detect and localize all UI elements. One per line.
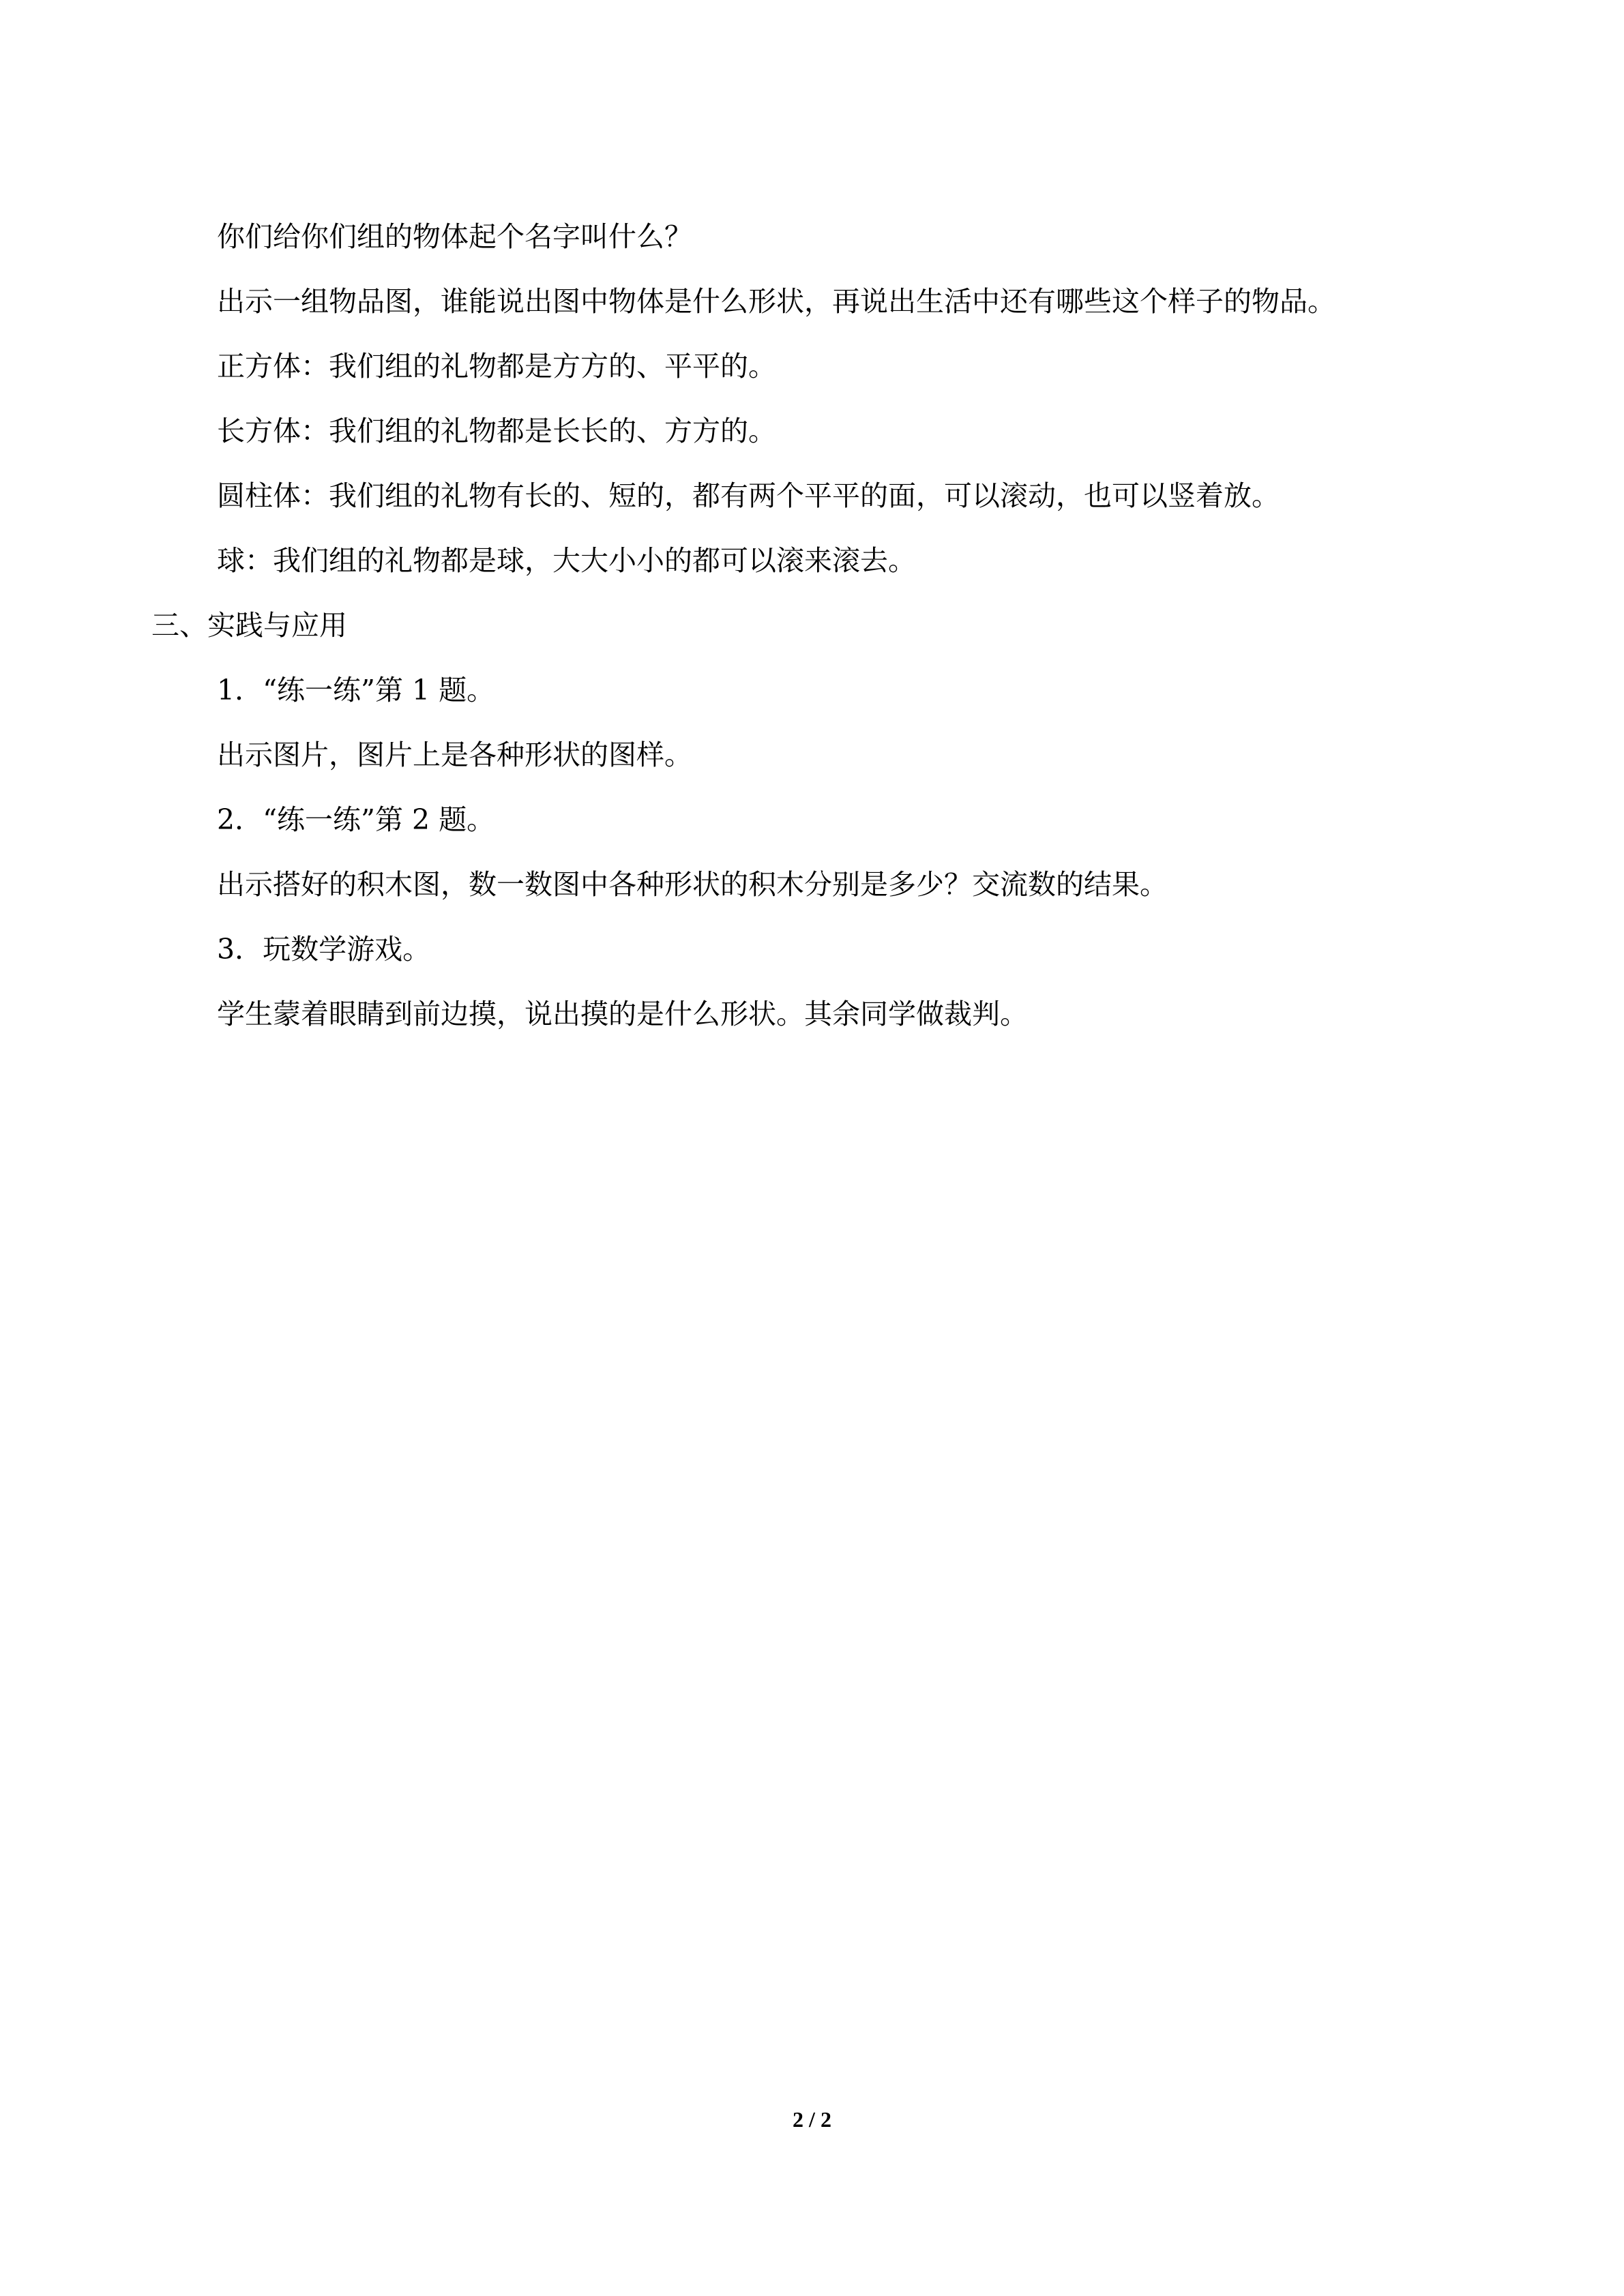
- paragraph: 你们给你们组的物体起个名字叫什么？: [217, 220, 692, 253]
- paragraph: 出示一组物品图，谁能说出图中物体是什么形状，再说出生活中还有哪些这个样子的物品。: [217, 285, 1335, 318]
- paragraph: 2．“练一练”第 2 题。: [217, 803, 495, 836]
- paragraph: 正方体：我们组的礼物都是方方的、平平的。: [217, 350, 776, 383]
- paragraph: 1．“练一练”第 1 题。: [217, 674, 495, 706]
- section-heading: 三、实践与应用: [151, 609, 347, 642]
- page-number: 2 / 2: [793, 2107, 831, 2132]
- paragraph: 学生蒙着眼睛到前边摸，说出摸的是什么形状。其余同学做裁判。: [217, 998, 1028, 1030]
- document-body: [151, 205, 1475, 1047]
- paragraph: 出示搭好的积木图，数一数图中各种形状的积木分别是多少？交流数的结果。: [217, 868, 1168, 901]
- paragraph: 长方体：我们组的礼物都是长长的、方方的。: [217, 415, 776, 447]
- paragraph: 圆柱体：我们组的礼物有长的、短的，都有两个平平的面，可以滚动，也可以竖着放。: [217, 479, 1280, 512]
- paragraph: 出示图片，图片上是各种形状的图样。: [217, 739, 692, 771]
- paragraph: 3．玩数学游戏。: [217, 933, 431, 966]
- paragraph: 球：我们组的礼物都是球，大大小小的都可以滚来滚去。: [217, 544, 916, 577]
